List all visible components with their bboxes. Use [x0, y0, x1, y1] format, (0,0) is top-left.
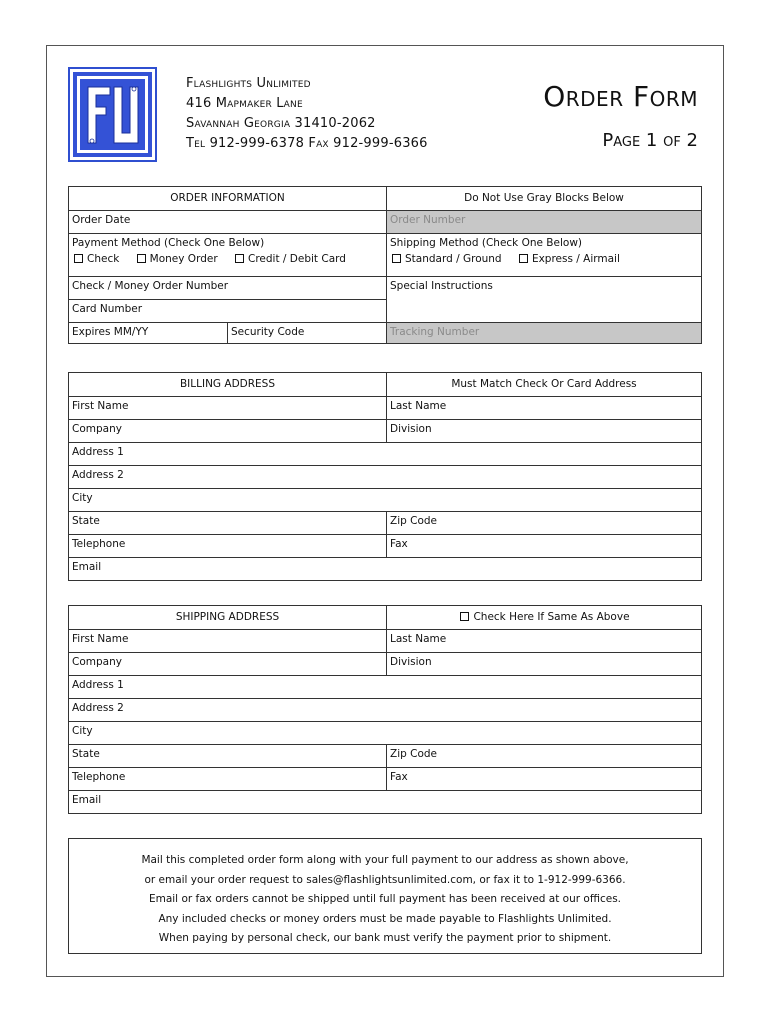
instructions-box: [68, 838, 702, 954]
billing-fax-field[interactable]: Fax: [386, 535, 701, 557]
payment-option-money-order[interactable]: Money Order: [135, 253, 218, 265]
instruction-line: or email your order request to sales@flashlightsunlimited.com, or fax it to 1-912-999-6366.: [144, 873, 626, 886]
checkbox-icon[interactable]: [137, 254, 146, 263]
checkbox-icon[interactable]: [235, 254, 244, 263]
security-code-field[interactable]: Security Code: [227, 323, 386, 343]
shipping-zip-field[interactable]: Zip Code: [386, 745, 701, 767]
order-number-field: Order Number: [386, 211, 701, 233]
billing-match-note: Must Match Check Or Card Address: [386, 373, 701, 396]
billing-first-name-field[interactable]: First Name: [72, 400, 129, 412]
billing-division-field[interactable]: Division: [386, 420, 701, 442]
shipping-method-field: [386, 234, 701, 276]
payment-method-field: [69, 234, 386, 276]
checkbox-icon[interactable]: [392, 254, 401, 263]
checkbox-icon[interactable]: [460, 612, 469, 621]
special-instructions-field[interactable]: Special Instructions: [386, 277, 701, 322]
billing-address2-field[interactable]: Address 2: [72, 469, 124, 481]
shipping-fax-field[interactable]: Fax: [386, 768, 701, 790]
expires-field[interactable]: Expires MM/YY: [72, 326, 149, 338]
form-title: Order Form: [543, 80, 698, 113]
order-info-header: ORDER INFORMATION: [170, 192, 285, 204]
payment-option-card[interactable]: Credit / Debit Card: [233, 253, 346, 265]
company-info: [186, 74, 428, 154]
company-name: Flashlights Unlimited: [186, 76, 311, 91]
shipping-method-label: Shipping Method (Check One Below): [390, 237, 582, 249]
same-as-above-option[interactable]: Check Here If Same As Above: [386, 606, 701, 629]
shipping-email-field[interactable]: Email: [72, 794, 102, 806]
billing-company-field[interactable]: Company: [72, 423, 122, 435]
shipping-first-name-field[interactable]: First Name: [72, 633, 129, 645]
card-number-field[interactable]: Card Number: [69, 299, 386, 322]
billing-city-field[interactable]: City: [72, 492, 93, 504]
shipping-address-table: [68, 605, 702, 814]
billing-address-table: [68, 372, 702, 581]
company-phone-fax: Tel 912-999-6378 Fax 912-999-6366: [186, 136, 428, 151]
company-address-line1: 416 Mapmaker Lane: [186, 96, 303, 111]
shipping-city-field[interactable]: City: [72, 725, 93, 737]
company-address-line2: Savannah Georgia 31410-2062: [186, 116, 376, 131]
gray-blocks-note: Do Not Use Gray Blocks Below: [386, 187, 701, 210]
shipping-division-field[interactable]: Division: [386, 653, 701, 675]
shipping-option-standard[interactable]: Standard / Ground: [390, 253, 502, 265]
fu-logo-icon: [68, 67, 157, 162]
billing-header: BILLING ADDRESS: [179, 378, 276, 390]
shipping-address2-field[interactable]: Address 2: [72, 702, 124, 714]
billing-state-field[interactable]: State: [72, 515, 100, 527]
shipping-telephone-field[interactable]: Telephone: [72, 771, 126, 783]
checkbox-icon[interactable]: [74, 254, 83, 263]
shipping-option-express[interactable]: Express / Airmail: [517, 253, 620, 265]
instruction-line: Email or fax orders cannot be shipped until full payment has been received at our offices.: [148, 893, 622, 905]
order-information-table: [68, 186, 702, 344]
page-number: Page 1 of 2: [602, 130, 698, 151]
shipping-address1-field[interactable]: Address 1: [72, 679, 124, 691]
payment-method-label: Payment Method (Check One Below): [72, 237, 265, 249]
tracking-number-field: Tracking Number: [386, 323, 701, 343]
instruction-line: Mail this completed order form along with your full payment to our address as shown above,: [141, 854, 629, 866]
payment-option-check[interactable]: Check: [72, 253, 119, 265]
billing-address1-field[interactable]: Address 1: [72, 446, 124, 458]
shipping-state-field[interactable]: State: [72, 748, 100, 760]
billing-zip-field[interactable]: Zip Code: [386, 512, 701, 534]
instruction-line: Any included checks or money orders must be made payable to Flashlights Unlimited.: [158, 912, 612, 925]
shipping-company-field[interactable]: Company: [72, 656, 122, 668]
billing-last-name-field[interactable]: Last Name: [386, 397, 701, 419]
checkbox-icon[interactable]: [519, 254, 528, 263]
shipping-last-name-field[interactable]: Last Name: [386, 630, 701, 652]
check-number-field[interactable]: Check / Money Order Number: [72, 280, 229, 292]
order-date-field[interactable]: Order Date: [72, 214, 131, 226]
billing-email-field[interactable]: Email: [72, 561, 102, 573]
billing-telephone-field[interactable]: Telephone: [72, 538, 126, 550]
instruction-line: When paying by personal check, our bank must verify the payment prior to shipment.: [158, 932, 612, 944]
shipping-header: SHIPPING ADDRESS: [175, 611, 280, 623]
